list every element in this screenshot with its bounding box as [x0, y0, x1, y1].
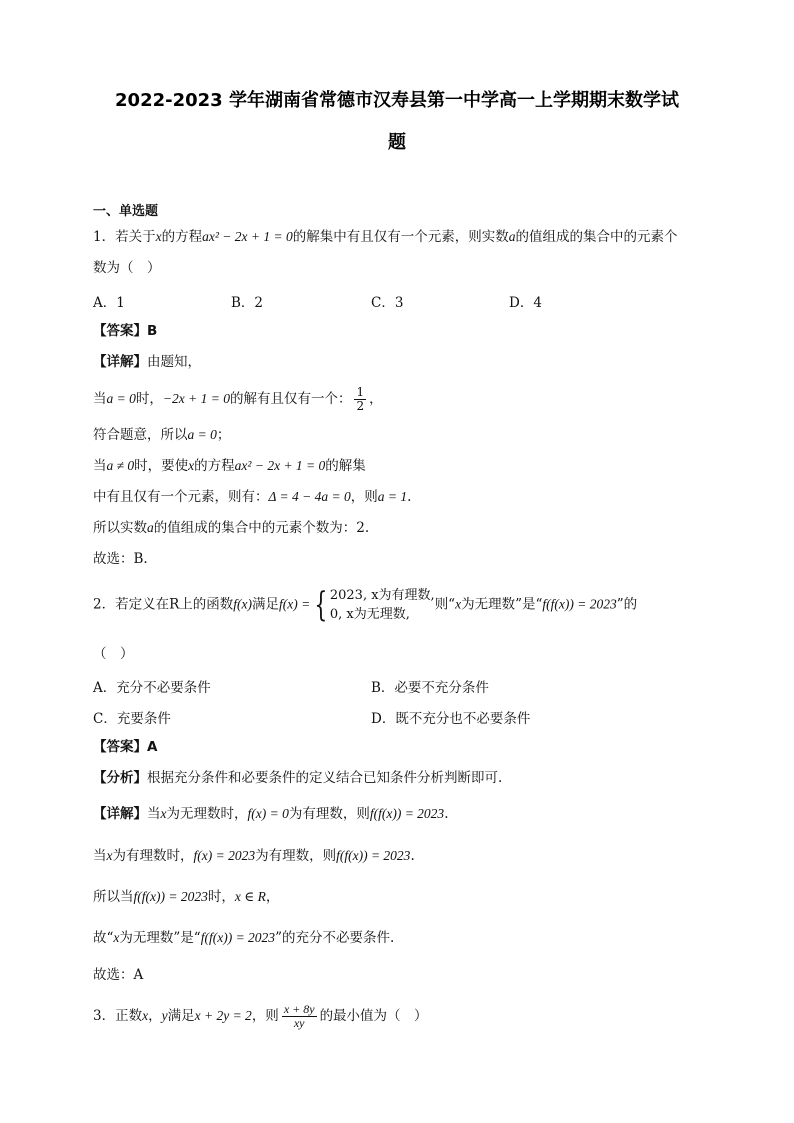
- q1-stem-line2: 数为（ ）: [93, 260, 161, 276]
- section-heading: 一、单选题: [93, 204, 159, 219]
- q2-option-b: B．必要不充分条件: [371, 680, 489, 696]
- q2-option-d: D．既不充分也不必要条件: [371, 711, 531, 727]
- document-title-line2: 题: [388, 132, 406, 153]
- q2-detail-line5: 故选：A: [93, 967, 144, 983]
- q1-option-a: A．1: [93, 295, 125, 311]
- q1-option-b: B．2: [231, 295, 264, 311]
- q2-detail-line4: 故“x为无理数”是“f(f(x)) = 2023”的充分不必要条件.: [93, 930, 395, 946]
- fraction-expression: $\frac{x + 8y}{xy}$: [283, 1002, 315, 1030]
- q2-option-c: C．充要条件: [93, 711, 171, 727]
- q2-option-a: A．充分不必要条件: [93, 680, 211, 696]
- q1-detail-line5: 所以实数a的值组成的集合中的元素个数为：2.: [93, 520, 370, 536]
- q2-paren: （ ）: [93, 646, 134, 662]
- q2-detail-line2: 当x为有理数时，f(x) = 2023为有理数，则f(f(x)) = 2023.: [93, 848, 415, 864]
- document-title-line1: 2022-2023 学年湖南省常德市汉寿县第一中学高一上学期期末数学试: [115, 90, 679, 111]
- fraction-one-half: $\frac{1}{2}$: [356, 385, 365, 413]
- q2-stem-line1: 2．若定义在R上的函数f(x)满足f(x) = { 2023, x为有理数, 0, x为无理数, 则“x为无理数”是“f(f(x)) = 2023”的: [93, 585, 638, 625]
- piecewise-function: { 2023, x为有理数, 0, x为无理数,: [314, 585, 435, 625]
- q1-answer: 【答案】B: [93, 323, 158, 339]
- q3-stem: 3．正数x，y满足x + 2y = 2，则 $\frac{x + 8y}{xy}$ 的最小值为（ ）: [93, 1002, 428, 1030]
- q1-detail-intro: 【详解】由题知，: [93, 354, 201, 370]
- q2-answer: 【答案】A: [93, 739, 158, 755]
- q2-detail-line1: 【详解】当x为无理数时，f(x) = 0为有理数，则f(f(x)) = 2023.: [93, 806, 449, 822]
- q1-detail-line3: 当a ≠ 0时，要使x的方程ax² − 2x + 1 = 0的解集: [93, 458, 366, 474]
- q1-detail-line1: 当a = 0时，−2x + 1 = 0的解有且仅有一个： $\frac{1}{2}$ ，: [93, 385, 383, 413]
- q1-option-d: D．4: [509, 295, 542, 311]
- q1-stem-line1: 1．若关于x的方程ax² − 2x + 1 = 0的解集中有且仅有一个元素，则实数a的值组成的集合中的元素个: [93, 229, 678, 245]
- q1-detail-line6: 故选：B.: [93, 551, 148, 567]
- q1-detail-line2: 符合题意，所以a = 0；: [93, 427, 231, 443]
- q1-detail-line4: 中有且仅有一个元素，则有：Δ = 4 − 4a = 0，则a = 1.: [93, 489, 412, 505]
- q2-detail-line3: 所以当f(f(x)) = 2023时，x ∈ R，: [93, 889, 280, 905]
- q1-option-c: C．3: [371, 295, 404, 311]
- q2-analysis: 【分析】根据充分条件和必要条件的定义结合已知条件分析判断即可.: [93, 770, 503, 786]
